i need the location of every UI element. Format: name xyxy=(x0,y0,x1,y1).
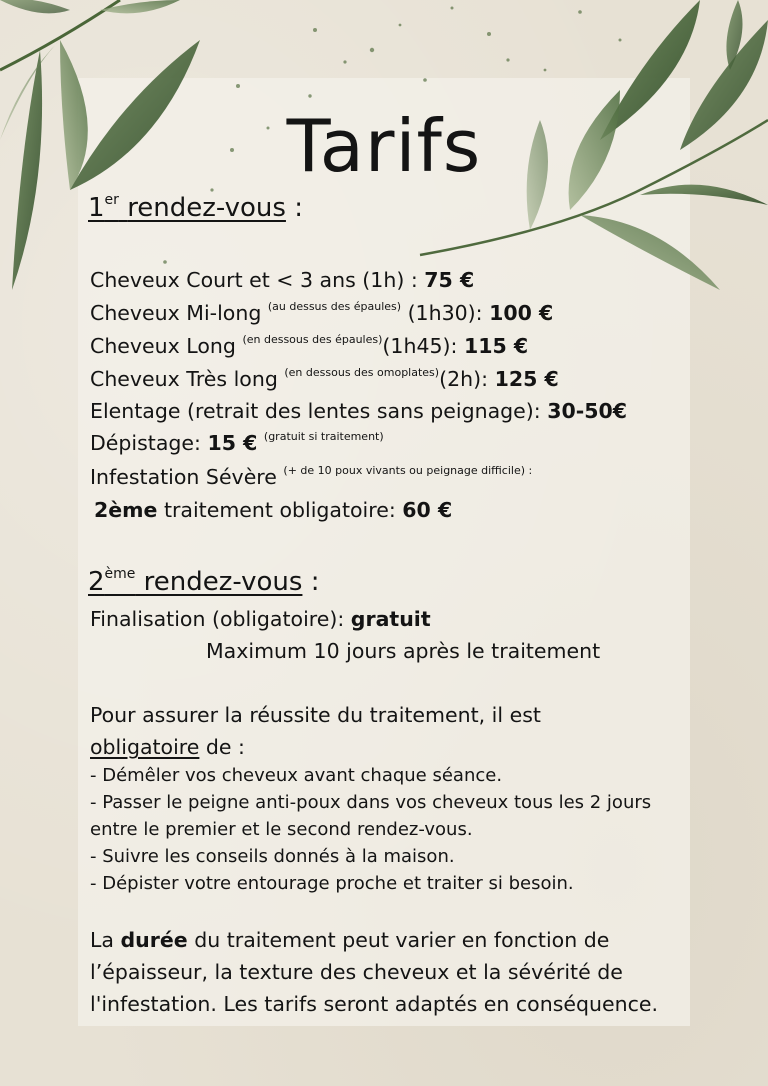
obligation-intro-line2: obligatoire de : xyxy=(90,735,245,759)
rule-item: - Dépister votre entourage proche et traiter si besoin. xyxy=(90,873,574,894)
price-line-very-long-hair: Cheveux Très long $^{(en dessous des omoplates)}$(2h): 125 € xyxy=(90,366,559,391)
duration-note-line3: l'infestation. Les tarifs seront adaptés en conséquence. xyxy=(90,992,659,1016)
rule-item: - Suivre les conseils donnés à la maison. xyxy=(90,846,455,867)
price-line-severe-infestation: Infestation Sévère $^{(+ de 10 poux vivants ou peignage difficile) :}$ xyxy=(90,464,533,489)
rule-item: - Passer le peigne anti-poux dans vos cheveux tous les 2 jours xyxy=(90,792,652,813)
page-title: Tarifs xyxy=(286,104,482,188)
max-days-note: Maximum 10 jours après le traitement xyxy=(206,639,601,663)
duration-note-line1: La durée du traitement peut varier en fonction de xyxy=(90,928,610,952)
duration-note-line2: l’épaisseur, la texture des cheveux et la sévérité de xyxy=(90,960,623,984)
rule-item: entre le premier et le second rendez-vous. xyxy=(90,819,473,840)
section-heading-first-appointment: 1er rendez-vous : xyxy=(88,192,303,223)
price-line-second-treatment: 2ème traitement obligatoire: 60 € xyxy=(94,498,453,522)
price-line-short-hair: Cheveux Court et < 3 ans (1h) : 75 € xyxy=(90,268,475,292)
rule-item: - Démêler vos cheveux avant chaque séance. xyxy=(90,765,503,786)
price-line-long-hair: Cheveux Long $^{(en dessous des épaules)}$(1h45): 115 € xyxy=(90,333,529,358)
price-line-screening: Dépistage: 15 € $^{(gratuit si traitement)}$ xyxy=(90,430,384,455)
section-heading-second-appointment: 2ème rendez-vous : xyxy=(88,566,320,597)
obligation-intro-line1: Pour assurer la réussite du traitement, il est xyxy=(90,703,541,727)
finalisation-line: Finalisation (obligatoire): gratuit xyxy=(90,607,431,631)
price-line-mid-long-hair: Cheveux Mi-long $^{(au dessus des épaules)}$ (1h30): 100 € xyxy=(90,300,554,325)
price-line-nit-removal: Elentage (retrait des lentes sans peignage): 30-50€ xyxy=(90,399,628,423)
